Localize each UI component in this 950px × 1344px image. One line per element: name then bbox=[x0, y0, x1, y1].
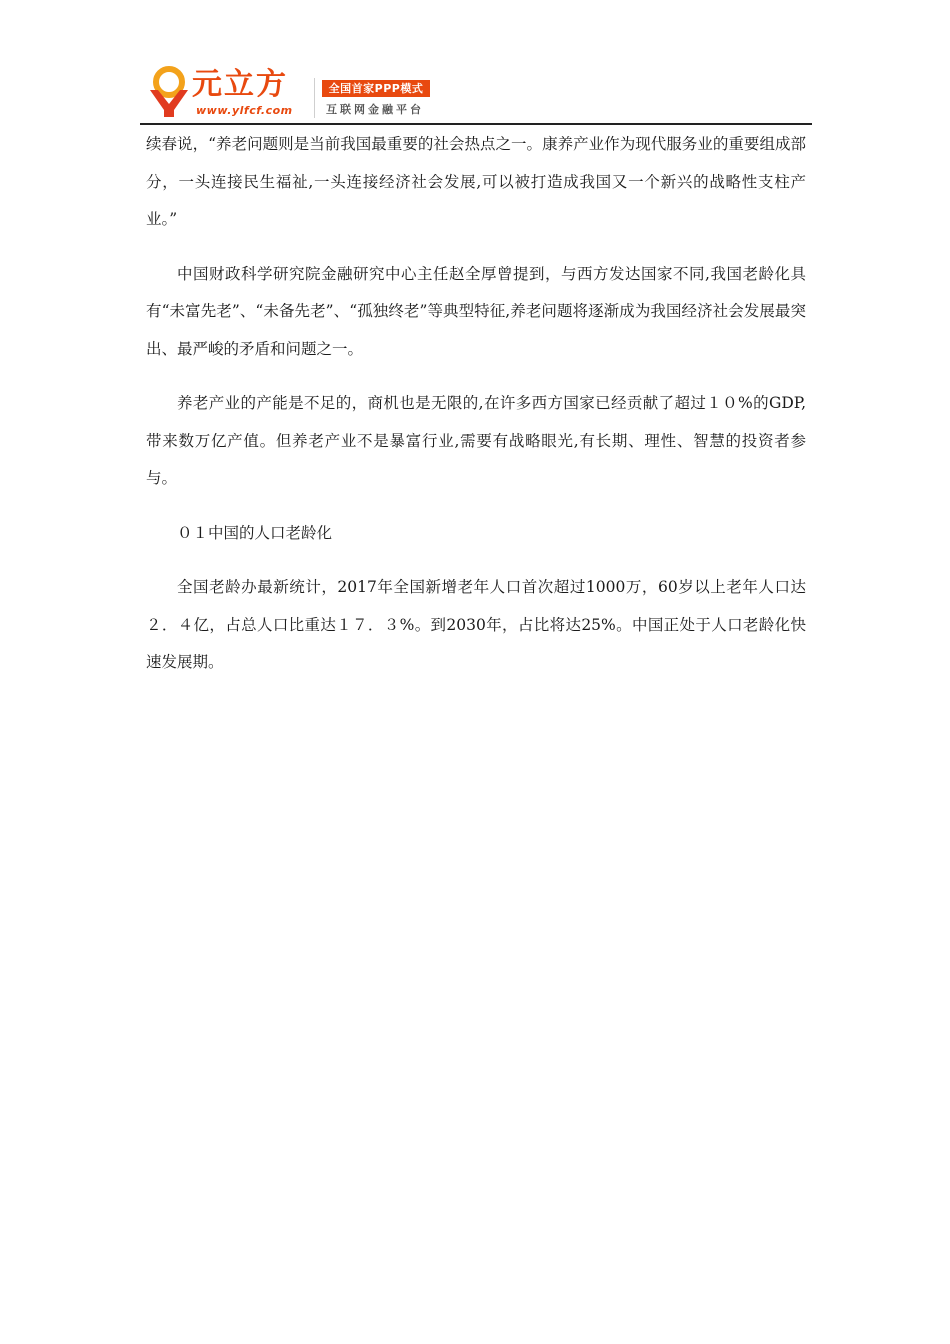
section-heading: ０１中国的人口老龄化 bbox=[177, 523, 333, 542]
slogan-subtitle: 互联网金融平台 bbox=[326, 103, 424, 116]
header-rule bbox=[140, 123, 812, 125]
paragraph-quote: 续春说，“养老问题则是当前我国最重要的社会热点之一。康养产业作为现代服务业的重要组成部分，一头连接民生福祉,一头连接经济社会发展,可以被打造成我国又一个新兴的战略性支柱产业。” bbox=[146, 135, 806, 228]
brand-url: www.ylfcf.com bbox=[196, 104, 293, 117]
article-body bbox=[146, 126, 806, 699]
paragraph-statistics: 全国老龄办最新统计，2017年全国新增老年人口首次超过1000万，60岁以上老年人口达２．４亿，占总人口比重达１７．３%。到2030年，占比将达25%。中国正处于人口老龄化快速发展期。 bbox=[146, 578, 806, 671]
paragraph-expert-view: 中国财政科学研究院金融研究中心主任赵全厚曾提到，与西方发达国家不同,我国老龄化具有“未富先老”、“未备先老”、“孤独终老”等典型特征,养老问题将逐渐成为我国经济社会发展最突出、最严峻的矛盾和问题之一。 bbox=[146, 264, 806, 358]
header-divider bbox=[314, 78, 315, 118]
yuanlifang-logo-icon bbox=[144, 66, 194, 118]
brand-name: 元立方 bbox=[192, 67, 288, 102]
paragraph-industry: 养老产业的产能是不足的，商机也是无限的,在许多西方国家已经贡献了超过１０%的GDP,带来数万亿产值。但养老产业不是暴富行业,需要有战略眼光,有长期、理性、智慧的投资者参与。 bbox=[146, 394, 806, 487]
document-header bbox=[140, 62, 812, 124]
slogan-badge: 全国首家PPP模式 bbox=[322, 80, 430, 97]
